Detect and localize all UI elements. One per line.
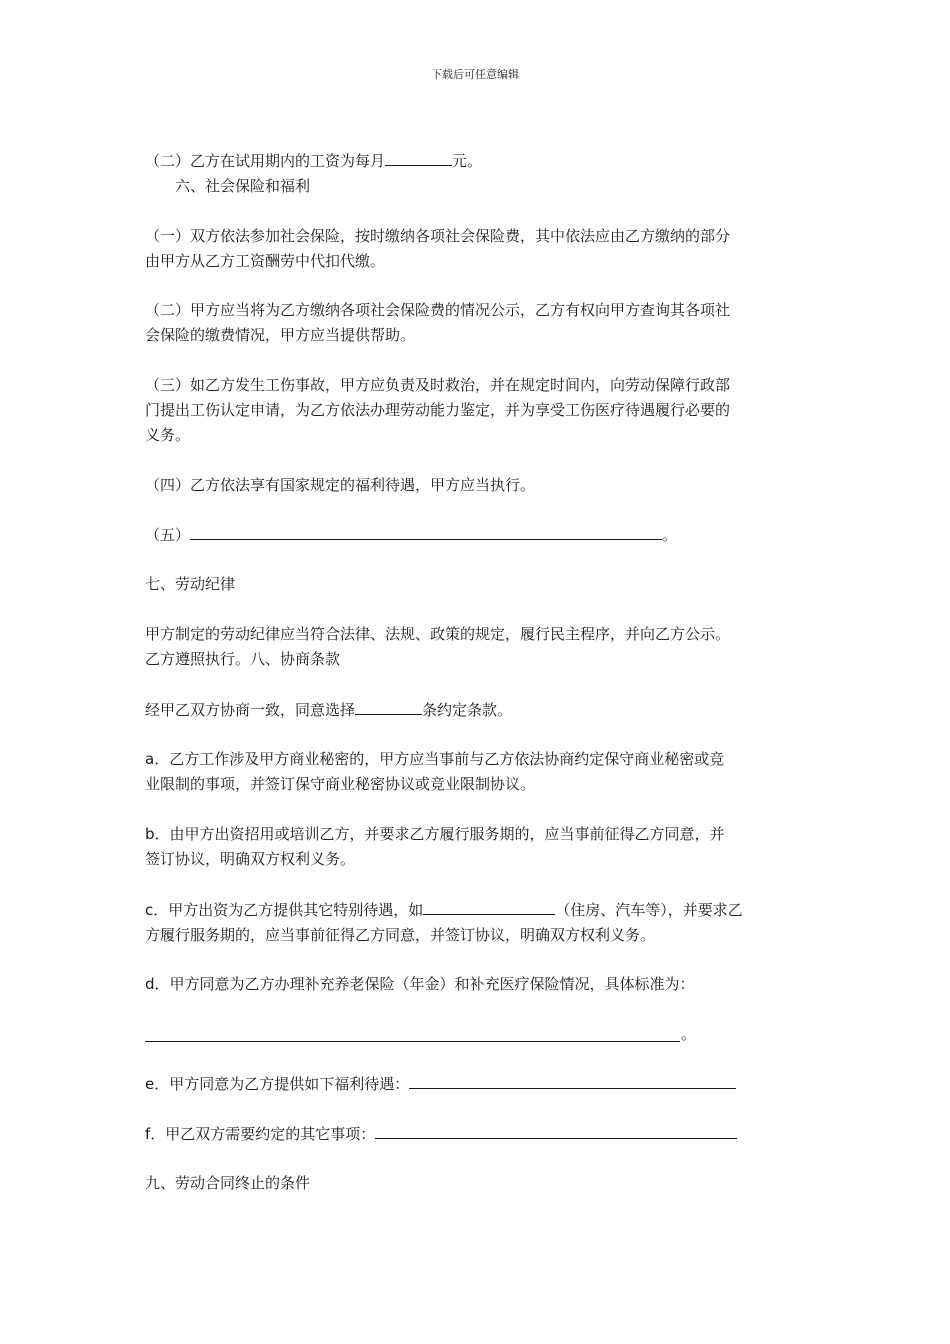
line (145, 897, 810, 923)
paragraph-work-injury (145, 373, 810, 448)
line: 会保险的缴费情况，甲方应当提供帮助。 (145, 326, 416, 344)
line: 门提出工伤认定申请，为乙方依法办理劳动能力鉴定，并为享受工伤医疗待遇履行必要的 (145, 401, 731, 419)
clause-b (145, 822, 810, 872)
line: b．由甲方出资招用或培训乙方，并要求乙方履行服务期的，应当事前征得乙方同意，并 (145, 825, 725, 843)
text: （住房、汽车等），并要求乙 (555, 901, 743, 919)
text: 条约定条款。 (422, 701, 513, 719)
line: 义务。 (145, 426, 191, 444)
line: 由甲方从乙方工资酬劳中代扣代缴。 (145, 252, 386, 270)
section-heading-9: 九、劳动合同终止的条件 (145, 1174, 311, 1192)
line: （三）如乙方发生工伤事故，甲方应负责及时救治，并在规定时间内，向劳动保障行政部 (145, 376, 731, 394)
text: 。 (662, 526, 678, 544)
paragraph-item-5 (145, 522, 810, 548)
clause-d-blank-line[interactable] (145, 1041, 680, 1042)
line: 业限制的事项，并签订保守商业秘密协议或竞业限制协议。 (145, 775, 536, 793)
section-heading-6: 六、社会保险和福利 (175, 177, 311, 195)
clause-e (145, 1071, 810, 1097)
clause-d: d．甲方同意为乙方办理补充养老保险（年金）和补充医疗保险情况，具体标准为： (145, 975, 695, 993)
line: 方履行服务期的，应当事前征得乙方同意，并签订协议，明确双方权利义务。 (145, 926, 656, 944)
salary-blank[interactable] (385, 148, 452, 166)
special-treatment-blank[interactable] (423, 897, 555, 915)
text: f．甲乙双方需要约定的其它事项： (145, 1125, 376, 1143)
line: 签订协议，明确双方权利义务。 (145, 850, 356, 868)
paragraph-labor-discipline (145, 622, 810, 672)
other-matters-blank[interactable] (375, 1121, 737, 1139)
text: c．甲方出资为乙方提供其它特别待遇，如 (145, 901, 424, 919)
line: 乙方遵照执行。八、协商条款 (145, 650, 341, 668)
text: 元。 (452, 152, 483, 170)
text: 经甲乙双方协商一致，同意选择 (145, 701, 356, 719)
line: （一）双方依法参加社会保险，按时缴纳各项社会保险费，其中依法应由乙方缴纳的部分 (145, 227, 731, 245)
item-5-blank[interactable] (190, 522, 662, 540)
section-heading-7: 七、劳动纪律 (145, 575, 236, 593)
clause-a (145, 747, 810, 797)
text: （二）乙方在试用期内的工资为每月 (145, 152, 386, 170)
paragraph-social-insurance-1 (145, 224, 810, 274)
clause-c (145, 897, 810, 948)
line: 甲方制定的劳动纪律应当符合法律、法规、政策的规定，履行民主程序，并向乙方公示。 (145, 625, 731, 643)
clause-d-end: 。 (681, 1025, 697, 1043)
page-header-note: 下载后可任意编辑 (431, 68, 519, 81)
clause-count-blank[interactable] (355, 697, 422, 715)
paragraph-welfare: （四）乙方依法享有国家规定的福利待遇，甲方应当执行。 (145, 476, 536, 494)
paragraph-negotiation (145, 697, 810, 723)
paragraph-social-insurance-2 (145, 298, 810, 348)
salary-probation-paragraph (145, 148, 810, 174)
clause-f (145, 1121, 810, 1147)
welfare-blank[interactable] (409, 1071, 736, 1089)
text: e．甲方同意为乙方提供如下福利待遇： (145, 1075, 410, 1093)
text: （五） (145, 526, 191, 544)
line: a．乙方工作涉及甲方商业秘密的，甲方应当事前与乙方依法协商约定保守商业秘密或竞 (145, 750, 725, 768)
line: （二）甲方应当将为乙方缴纳各项社会保险费的情况公示，乙方有权向甲方查询其各项社 (145, 301, 731, 319)
